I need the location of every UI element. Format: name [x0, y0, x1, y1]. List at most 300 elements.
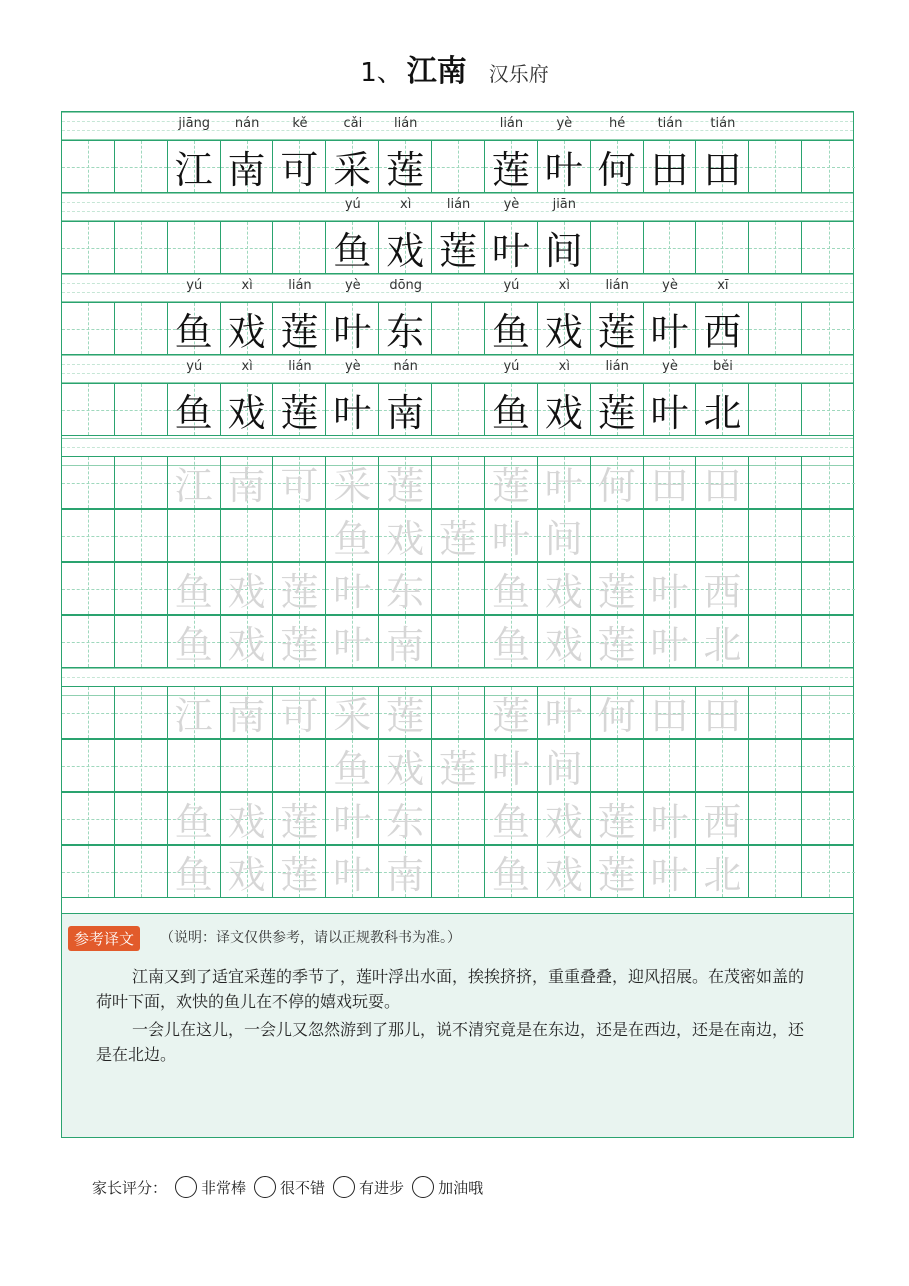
grid-cell[interactable]: [644, 687, 697, 738]
poem-author: 汉乐府: [488, 62, 549, 86]
grid-cell[interactable]: [115, 740, 168, 791]
trace-character: 叶: [650, 853, 689, 897]
translation-paragraph: 江南又到了适宜采莲的季节了，莲叶浮出水面，挨挨挤挤，重重叠叠，迎风招展。在茂密如盖的荷叶下面，欢快的鱼儿在不停的嬉戏玩耍。: [96, 967, 805, 1011]
grid-cell[interactable]: [62, 384, 115, 435]
pinyin-label: nán: [393, 359, 418, 374]
model-character: 北: [703, 391, 742, 435]
model-character: 何: [597, 148, 636, 192]
grid-cell[interactable]: [749, 687, 802, 738]
grid-cell[interactable]: [62, 510, 115, 561]
grid-cell[interactable]: [485, 141, 538, 192]
trace-row: [62, 686, 853, 739]
grid-cell[interactable]: [379, 846, 432, 897]
grid-cell[interactable]: [432, 141, 485, 192]
grid-cell[interactable]: [221, 222, 274, 273]
grid-cell[interactable]: [538, 510, 591, 561]
grid-cell[interactable]: [326, 510, 379, 561]
grid-cell[interactable]: [221, 793, 274, 844]
grid-cell[interactable]: [802, 846, 855, 897]
model-character: 可: [280, 148, 319, 192]
grid-cell[interactable]: [326, 384, 379, 435]
trace-character: 莲: [386, 694, 425, 738]
grid-cell[interactable]: [379, 687, 432, 738]
trace-character: 莲: [280, 853, 319, 897]
grid-cell[interactable]: [326, 141, 379, 192]
pinyin-label: běi: [712, 359, 733, 374]
pinyin-label: xì: [558, 278, 570, 293]
grid-cell[interactable]: [696, 384, 749, 435]
grid-cell[interactable]: [432, 846, 485, 897]
grid-cell[interactable]: [432, 384, 485, 435]
grid-cell[interactable]: [591, 616, 644, 667]
grid-cell[interactable]: [432, 457, 485, 508]
grid-cell[interactable]: [115, 793, 168, 844]
grid-cell[interactable]: [379, 384, 432, 435]
grid-cell[interactable]: [802, 687, 855, 738]
rating-option-keep-going[interactable]: 加油哦: [412, 1176, 483, 1198]
grid-cell[interactable]: [591, 222, 644, 273]
grid-cell[interactable]: [115, 563, 168, 614]
grid-cell[interactable]: [326, 563, 379, 614]
grid-cell[interactable]: [115, 846, 168, 897]
pinyin-label: lián: [393, 116, 418, 131]
grid-cell[interactable]: [379, 563, 432, 614]
model-character: 南: [227, 148, 266, 192]
grid-cell[interactable]: [749, 740, 802, 791]
grid-cell[interactable]: [326, 222, 379, 273]
model-character: 田: [703, 148, 742, 192]
pinyin-label: yè: [344, 278, 361, 293]
grid-cell[interactable]: [62, 303, 115, 354]
grid-cell[interactable]: [115, 687, 168, 738]
trace-character: 叶: [650, 570, 689, 614]
pinyin-label: nán: [234, 116, 260, 131]
pinyin-label: xì: [241, 359, 253, 374]
grid-cell[interactable]: [221, 384, 274, 435]
grid-cell[interactable]: [168, 793, 221, 844]
grid-cell[interactable]: [115, 141, 168, 192]
rating-label: 家长评分：: [92, 1178, 168, 1197]
grid-cell[interactable]: [168, 384, 221, 435]
grid-cell[interactable]: [115, 457, 168, 508]
radio-circle-icon[interactable]: [412, 1176, 434, 1198]
grid-cell[interactable]: [644, 793, 697, 844]
grid-cell[interactable]: [644, 563, 697, 614]
grid-cell[interactable]: [432, 510, 485, 561]
trace-character: 叶: [650, 800, 689, 844]
grid-cell[interactable]: [591, 384, 644, 435]
grid-cell[interactable]: [591, 510, 644, 561]
translation-paragraph: 一会儿在这儿，一会儿又忽然游到了那儿，说不清究竟是在东边，还是在西边，还是在南边，还是在北边。: [96, 1020, 805, 1064]
character-row: [62, 302, 853, 355]
trace-character: 东: [386, 570, 425, 614]
grid-cell[interactable]: [62, 616, 115, 667]
grid-cell[interactable]: [644, 457, 697, 508]
trace-character: 叶: [650, 623, 689, 667]
pinyin-band: [62, 112, 853, 140]
model-character: 戏: [386, 229, 425, 273]
grid-cell[interactable]: [168, 141, 221, 192]
trace-character: 鱼: [174, 800, 213, 844]
grid-cell[interactable]: [749, 457, 802, 508]
model-character: 叶: [650, 310, 689, 354]
trace-character: 鱼: [491, 800, 530, 844]
trace-character: 北: [703, 853, 742, 897]
grid-cell[interactable]: [379, 510, 432, 561]
grid-cell[interactable]: [273, 222, 326, 273]
grid-cell[interactable]: [644, 384, 697, 435]
grid-cell[interactable]: [273, 384, 326, 435]
grid-cell[interactable]: [538, 384, 591, 435]
grid-cell[interactable]: [538, 616, 591, 667]
trace-character: 戏: [227, 570, 266, 614]
grid-cell[interactable]: [644, 222, 697, 273]
grid-cell[interactable]: [221, 510, 274, 561]
trace-character: 叶: [333, 570, 372, 614]
rating-option-excellent[interactable]: 非常棒: [175, 1176, 246, 1198]
grid-cell[interactable]: [802, 563, 855, 614]
model-character: 叶: [333, 391, 372, 435]
trace-character: 南: [386, 853, 425, 897]
model-character: 采: [333, 148, 372, 192]
model-character: 叶: [333, 310, 372, 354]
grid-cell[interactable]: [273, 687, 326, 738]
grid-cell[interactable]: [379, 222, 432, 273]
pinyin-label: kě: [292, 116, 308, 131]
grid-cell[interactable]: [696, 141, 749, 192]
trace-character: 南: [227, 694, 266, 738]
grid-cell[interactable]: [696, 846, 749, 897]
grid-cell[interactable]: [802, 510, 855, 561]
pinyin-label: tián: [710, 116, 736, 131]
grid-cell[interactable]: [485, 510, 538, 561]
trace-character: 莲: [491, 464, 530, 508]
trace-character: 可: [280, 694, 319, 738]
trace-character: 鱼: [174, 853, 213, 897]
trace-character: 采: [333, 694, 372, 738]
grid-cell[interactable]: [591, 563, 644, 614]
grid-cell[interactable]: [538, 793, 591, 844]
writing-grid: [61, 111, 854, 914]
grid-cell[interactable]: [749, 846, 802, 897]
grid-cell[interactable]: [591, 846, 644, 897]
grid-cell[interactable]: [168, 616, 221, 667]
pinyin-label: yè: [503, 197, 520, 212]
grid-cell[interactable]: [485, 222, 538, 273]
grid-cell[interactable]: [696, 563, 749, 614]
grid-cell[interactable]: [115, 303, 168, 354]
grid-cell[interactable]: [168, 222, 221, 273]
grid-cell[interactable]: [485, 793, 538, 844]
grid-cell[interactable]: [221, 457, 274, 508]
trace-character: 鱼: [333, 517, 372, 561]
grid-cell[interactable]: [538, 457, 591, 508]
trace-row: [62, 456, 853, 509]
pinyin-label: lián: [605, 278, 629, 293]
grid-cell[interactable]: [379, 457, 432, 508]
character-row: [62, 221, 853, 274]
grid-cell[interactable]: [696, 616, 749, 667]
grid-cell[interactable]: [432, 563, 485, 614]
radio-circle-icon[interactable]: [333, 1176, 355, 1198]
pinyin-label: jiāng: [178, 116, 211, 131]
grid-cell[interactable]: [168, 563, 221, 614]
pinyin-label: yú: [503, 278, 520, 293]
grid-cell[interactable]: [749, 222, 802, 273]
grid-cell[interactable]: [221, 740, 274, 791]
trace-character: 北: [703, 623, 742, 667]
rating-option-progress[interactable]: 有进步: [333, 1176, 404, 1198]
grid-cell[interactable]: [62, 846, 115, 897]
grid-cell[interactable]: [379, 793, 432, 844]
grid-cell[interactable]: [749, 141, 802, 192]
grid-cell[interactable]: [485, 303, 538, 354]
trace-character: 莲: [439, 517, 478, 561]
grid-cell[interactable]: [326, 687, 379, 738]
trace-character: 鱼: [491, 853, 530, 897]
trace-character: 戏: [227, 800, 266, 844]
grid-cell[interactable]: [168, 510, 221, 561]
grid-cell[interactable]: [802, 457, 855, 508]
grid-cell[interactable]: [168, 740, 221, 791]
model-character: 江: [174, 148, 213, 192]
trace-character: 东: [386, 800, 425, 844]
pinyin-label: xì: [241, 278, 253, 293]
grid-cell[interactable]: [326, 793, 379, 844]
grid-cell[interactable]: [326, 740, 379, 791]
grid-cell[interactable]: [326, 457, 379, 508]
trace-character: 南: [386, 623, 425, 667]
grid-cell[interactable]: [273, 793, 326, 844]
grid-cell[interactable]: [749, 793, 802, 844]
pinyin-label: yè: [556, 116, 573, 131]
trace-character: 田: [650, 464, 689, 508]
grid-cell[interactable]: [221, 846, 274, 897]
model-character: 莲: [597, 391, 636, 435]
radio-circle-icon[interactable]: [175, 1176, 197, 1198]
model-character: 莲: [280, 310, 319, 354]
grid-cell[interactable]: [273, 616, 326, 667]
grid-cell[interactable]: [326, 846, 379, 897]
trace-character: 何: [597, 464, 636, 508]
model-character: 田: [650, 148, 689, 192]
grid-cell[interactable]: [221, 687, 274, 738]
grid-cell[interactable]: [696, 687, 749, 738]
character-row: [62, 140, 853, 193]
model-character: 间: [544, 229, 583, 273]
grid-cell[interactable]: [273, 303, 326, 354]
grid-cell[interactable]: [644, 141, 697, 192]
trace-character: 莲: [439, 747, 478, 791]
grid-cell[interactable]: [538, 222, 591, 273]
translation-badge: 参考译文: [68, 926, 140, 951]
pinyin-label: yè: [662, 359, 678, 374]
grid-cell[interactable]: [485, 616, 538, 667]
model-character: 南: [386, 391, 425, 435]
grid-cell[interactable]: [326, 303, 379, 354]
trace-character: 叶: [333, 623, 372, 667]
trace-character: 戏: [544, 623, 583, 667]
model-character: 莲: [386, 148, 425, 192]
grid-cell[interactable]: [221, 616, 274, 667]
grid-cell[interactable]: [802, 616, 855, 667]
grid-cell[interactable]: [538, 141, 591, 192]
grid-cell[interactable]: [591, 303, 644, 354]
grid-cell[interactable]: [802, 303, 855, 354]
grid-cell[interactable]: [696, 793, 749, 844]
grid-cell[interactable]: [273, 457, 326, 508]
radio-circle-icon[interactable]: [254, 1176, 276, 1198]
grid-cell[interactable]: [696, 457, 749, 508]
pinyin-label: yú: [344, 197, 361, 212]
pinyin-label: lián: [288, 359, 312, 374]
grid-cell[interactable]: [221, 303, 274, 354]
grid-cell[interactable]: [749, 616, 802, 667]
grid-cell[interactable]: [802, 793, 855, 844]
character-row: [62, 383, 853, 436]
grid-cell[interactable]: [432, 740, 485, 791]
pinyin-band: [62, 274, 853, 302]
grid-cell[interactable]: [62, 740, 115, 791]
grid-cell[interactable]: [326, 616, 379, 667]
grid-cell[interactable]: [432, 222, 485, 273]
grid-cell[interactable]: [432, 793, 485, 844]
pinyin-label: yú: [186, 359, 203, 374]
grid-cell[interactable]: [538, 846, 591, 897]
grid-cell[interactable]: [591, 141, 644, 192]
grid-cell[interactable]: [168, 457, 221, 508]
grid-cell[interactable]: [696, 510, 749, 561]
model-character: 戏: [544, 391, 583, 435]
grid-cell[interactable]: [168, 846, 221, 897]
grid-cell[interactable]: [379, 303, 432, 354]
trace-row: [62, 562, 853, 615]
trace-character: 鱼: [333, 747, 372, 791]
grid-cell[interactable]: [538, 740, 591, 791]
trace-character: 戏: [227, 623, 266, 667]
grid-cell[interactable]: [115, 616, 168, 667]
trace-character: 戏: [544, 800, 583, 844]
trace-character: 田: [650, 694, 689, 738]
grid-cell[interactable]: [802, 141, 855, 192]
grid-cell[interactable]: [644, 303, 697, 354]
grid-cell[interactable]: [432, 303, 485, 354]
trace-character: 西: [703, 570, 742, 614]
parent-rating: [92, 1176, 483, 1198]
grid-cell[interactable]: [591, 457, 644, 508]
grid-cell[interactable]: [538, 687, 591, 738]
pinyin-label: xì: [400, 197, 412, 212]
grid-cell[interactable]: [696, 740, 749, 791]
grid-cell[interactable]: [749, 510, 802, 561]
grid-cell[interactable]: [485, 740, 538, 791]
model-character: 叶: [650, 391, 689, 435]
grid-cell[interactable]: [591, 793, 644, 844]
grid-cell[interactable]: [62, 457, 115, 508]
grid-cell[interactable]: [696, 303, 749, 354]
model-character: 莲: [280, 391, 319, 435]
trace-character: 鱼: [174, 623, 213, 667]
pinyin-label: cǎi: [343, 116, 363, 131]
grid-cell[interactable]: [802, 740, 855, 791]
grid-cell[interactable]: [62, 793, 115, 844]
grid-cell[interactable]: [62, 222, 115, 273]
grid-cell[interactable]: [485, 846, 538, 897]
grid-cell[interactable]: [62, 687, 115, 738]
trace-character: 江: [174, 694, 213, 738]
grid-cell[interactable]: [273, 740, 326, 791]
grid-cell[interactable]: [485, 384, 538, 435]
grid-cell[interactable]: [168, 303, 221, 354]
trace-row: [62, 739, 853, 792]
grid-cell[interactable]: [802, 384, 855, 435]
grid-cell[interactable]: [379, 616, 432, 667]
grid-cell[interactable]: [485, 563, 538, 614]
lesson-number: 1、: [360, 58, 403, 88]
grid-cell[interactable]: [115, 222, 168, 273]
grid-cell[interactable]: [485, 457, 538, 508]
grid-cell[interactable]: [379, 740, 432, 791]
grid-cell[interactable]: [749, 384, 802, 435]
trace-character: 戏: [386, 517, 425, 561]
grid-cell[interactable]: [115, 384, 168, 435]
grid-cell[interactable]: [221, 141, 274, 192]
trace-character: 西: [703, 800, 742, 844]
grid-cell[interactable]: [432, 616, 485, 667]
grid-cell[interactable]: [749, 303, 802, 354]
model-character: 叶: [544, 148, 583, 192]
model-character: 鱼: [174, 391, 213, 435]
trace-row: [62, 845, 853, 898]
model-character: 戏: [227, 391, 266, 435]
grid-cell[interactable]: [273, 141, 326, 192]
trace-character: 间: [544, 517, 583, 561]
grid-cell[interactable]: [221, 563, 274, 614]
grid-cell[interactable]: [273, 510, 326, 561]
trace-character: 戏: [227, 853, 266, 897]
grid-cell[interactable]: [591, 740, 644, 791]
grid-cell[interactable]: [379, 141, 432, 192]
model-character: 莲: [491, 148, 530, 192]
grid-cell[interactable]: [644, 846, 697, 897]
grid-cell[interactable]: [485, 687, 538, 738]
grid-cell[interactable]: [62, 563, 115, 614]
grid-cell[interactable]: [591, 687, 644, 738]
grid-cell[interactable]: [802, 222, 855, 273]
grid-cell[interactable]: [168, 687, 221, 738]
rating-option-good[interactable]: 很不错: [254, 1176, 325, 1198]
grid-cell[interactable]: [696, 222, 749, 273]
grid-cell[interactable]: [644, 616, 697, 667]
model-character: 莲: [597, 310, 636, 354]
trace-character: 间: [544, 747, 583, 791]
grid-cell[interactable]: [62, 141, 115, 192]
grid-cell[interactable]: [115, 510, 168, 561]
grid-cell[interactable]: [644, 510, 697, 561]
grid-cell[interactable]: [538, 303, 591, 354]
trace-row: [62, 615, 853, 668]
trace-character: 莲: [280, 623, 319, 667]
grid-cell[interactable]: [749, 563, 802, 614]
grid-cell[interactable]: [644, 740, 697, 791]
grid-cell[interactable]: [432, 687, 485, 738]
trace-character: 叶: [333, 800, 372, 844]
grid-cell[interactable]: [273, 846, 326, 897]
grid-cell[interactable]: [538, 563, 591, 614]
poem-title: 江南: [406, 54, 467, 89]
trace-character: 莲: [597, 570, 636, 614]
grid-cell[interactable]: [273, 563, 326, 614]
